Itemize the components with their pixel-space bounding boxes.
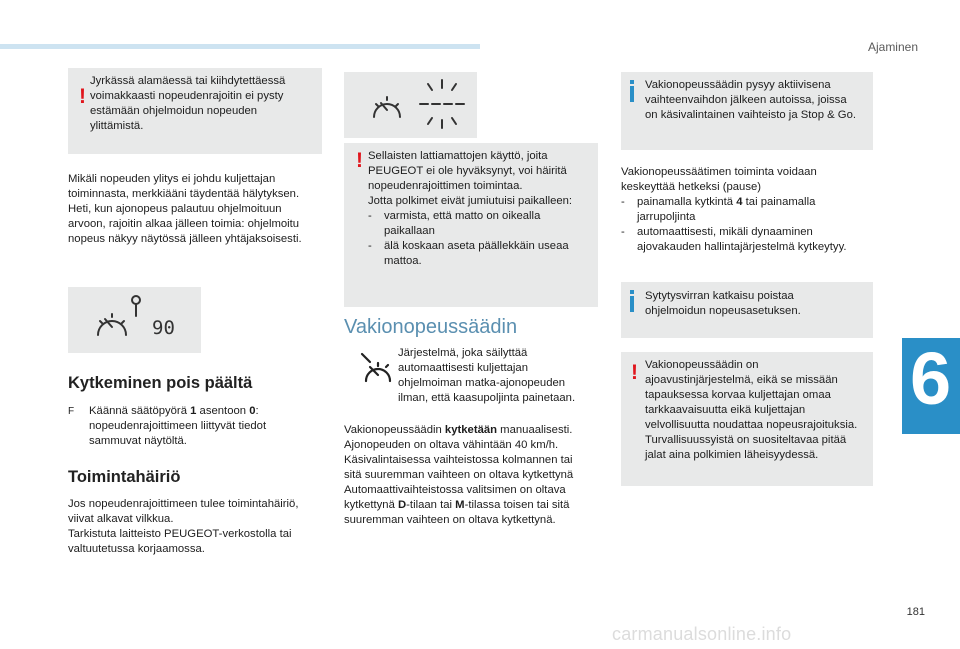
list-item: [68, 404, 330, 449]
text-bold: 1: [190, 405, 197, 417]
text-line: estämään ohjelmoidun nopeuden: [90, 105, 258, 117]
text-line: PEUGEOT ei ole hyväksynyt, voi häiritä: [368, 165, 567, 177]
text-line: Jotta polkimet eivät jumiutuisi paikalleen:: [368, 195, 573, 207]
chapter-number: 6: [910, 337, 952, 420]
pause-list: [621, 195, 883, 255]
text-line: ajoavustinjärjestelmä, eikä se missään: [645, 374, 838, 386]
text-line: Vakionopeussäädin pysyy aktiivisena: [645, 79, 831, 91]
text-line: valtuutetussa korjaamossa.: [68, 543, 205, 555]
dash-marker: -: [621, 226, 625, 238]
text-line: Käsivalintaisessa vaihteistossa kolmannen tai: [344, 454, 573, 466]
dash-marker: -: [368, 240, 372, 252]
bullet-marker: F: [68, 406, 75, 417]
warning-list: [368, 209, 596, 269]
section-heading: Vakionopeussäädin: [344, 316, 518, 338]
text-line: Mikäli nopeuden ylitys ei johdu kuljettajan: [68, 173, 276, 185]
cruise-control-blink-icon: [344, 72, 477, 138]
list-item: [621, 195, 883, 225]
text-span: kytkettynä: [344, 499, 398, 511]
text-line: ohjelmoidun nopeusasetuksen.: [645, 305, 801, 317]
text-line: Vakionopeussäädin on: [645, 359, 759, 371]
cruise-control-icon: [360, 352, 396, 388]
text-line: [637, 195, 883, 210]
text-span: manuaalisesti.: [497, 424, 573, 436]
warning-icon: !: [79, 85, 86, 108]
text-line: Jyrkässä alamäessä tai kiihdytettäessä: [90, 75, 286, 87]
text-line: Automaattivaihteistossa valitsimen on oltava: [344, 484, 566, 496]
text-line: automaattisesti kuljettajan: [398, 362, 528, 374]
paragraph: [68, 172, 330, 247]
text-line: nopeus näkyy näytössä jälleen yhtäjaksoisesti.: [68, 233, 302, 245]
text-line: voimakkaasti nopeudenrajoitin ei pysty: [90, 90, 284, 102]
text-span: Käännä säätöpyörä: [89, 405, 191, 417]
display-speed-value: 90: [152, 317, 175, 339]
text-span: Vakionopeussäädin: [344, 424, 445, 436]
text-bold: kytketään: [444, 424, 498, 436]
text-line: automaattisesti, mikäli dynaaminen: [637, 226, 813, 238]
text-line: toiminnasta, merkkiääni täydentää hälytyksen.: [68, 188, 300, 200]
text-line: nopeudenrajoittimen toimintaa.: [368, 180, 523, 192]
text-line: tarkkaavaisuutta eikä kuljettajan: [645, 404, 806, 416]
text-bold: 0: [249, 405, 256, 417]
warning-box: [68, 68, 322, 154]
text-line: jarrupoljinta: [637, 211, 696, 223]
text-line: velvollisuutta noudattaa nopeusrajoituksia.: [645, 419, 858, 431]
warning-box: [621, 352, 873, 486]
text-line: [344, 423, 606, 438]
text-line: jalat aina polkimien läheisyydessä.: [645, 449, 819, 461]
text-span: -tilaan tai: [406, 499, 456, 511]
text-line: tapauksessa korvaa kuljettajan omaa: [645, 389, 831, 401]
warning-text: [645, 358, 873, 463]
text-line: Turvallisuussyistä on suositeltavaa pitää: [645, 434, 847, 446]
speed-limiter-icon: [68, 287, 201, 353]
text-span: :: [255, 405, 259, 417]
text-bold: D: [398, 499, 407, 511]
text-line: varmista, että matto on oikealla: [384, 210, 541, 222]
text-span: painamalla kytkintä: [637, 196, 737, 208]
text-bold: M: [455, 499, 465, 511]
warning-text: [90, 74, 320, 134]
text-line: sitä suuremman vaihteen on oltava kytkettynä: [344, 469, 574, 481]
text-line: ilman, että kaasupoljinta painetaan.: [398, 392, 576, 404]
step-list: [68, 404, 330, 449]
list-item: [368, 239, 596, 269]
header-accent-bar: [0, 44, 480, 49]
text-line: ohjelmoiman matka-ajonopeuden: [398, 377, 566, 389]
text-span: -tilassa toisen tai sitä: [464, 499, 570, 511]
text-line: ajovakauden hallintajärjestelmä kytkeytyy.: [637, 241, 847, 253]
cruise-display-illustration: [344, 72, 477, 138]
list-item: [368, 209, 596, 239]
text-line: [344, 498, 606, 513]
info-text: [645, 78, 871, 123]
text-line: Heti, kun ajonopeus palautuu ohjelmoituun: [68, 203, 282, 215]
text-line: nopeudenrajoittimeen liittyvät tiedot: [89, 420, 267, 432]
text-line: viivat alkavat vilkkua.: [68, 513, 174, 525]
text-line: älä koskaan aseta päällekkäin useaa: [384, 240, 569, 252]
dash-marker: -: [621, 196, 625, 208]
info-text: [645, 289, 871, 319]
paragraph: [621, 165, 883, 255]
text-line: on käsivalintainen vaihteisto ja Stop & Go.: [645, 109, 857, 121]
warning-icon: !: [631, 361, 638, 384]
info-box: [621, 72, 873, 150]
text-line: paikallaan: [384, 225, 435, 237]
text-line: Sellaisten lattiamattojen käyttö, joita: [368, 150, 548, 162]
info-box: [621, 282, 873, 338]
text-line: suuremman vaihteen on oltava kytkettynä.: [344, 514, 556, 526]
warning-box: [344, 143, 598, 307]
text-bold: 4: [736, 196, 743, 208]
paragraph: [68, 497, 330, 557]
text-line: sammuvat näytöltä.: [89, 435, 187, 447]
warning-text: [368, 149, 596, 269]
text-line: vaihteenvaihdon jälkeen autoissa, joissa: [645, 94, 847, 106]
chapter-tab: [902, 338, 960, 434]
text-line: Tarkistuta laitteisto PEUGEOT-verkostolla tai: [68, 528, 292, 540]
text-span: asentoon: [196, 405, 250, 417]
paragraph: [344, 423, 606, 528]
info-icon: [630, 86, 634, 102]
text-line: Sytytysvirran katkaisu poistaa: [645, 290, 794, 302]
info-icon: [630, 296, 634, 312]
intro-text: [398, 346, 598, 406]
watermark: carmanualsonline.info: [612, 624, 792, 644]
dash-marker: -: [368, 210, 372, 222]
display-illustration: [68, 287, 201, 353]
warning-icon: !: [356, 149, 363, 172]
section-title: Ajaminen: [867, 40, 918, 54]
list-item: [621, 225, 883, 255]
heading-switch-off: Kytkeminen pois päältä: [68, 374, 253, 392]
text-line: mattoa.: [384, 255, 422, 267]
text-line: Ajonopeuden on oltava vähintään 40 km/h.: [344, 439, 559, 451]
text-line: [89, 404, 330, 419]
page-number: 181: [906, 606, 925, 618]
text-line: Jos nopeudenrajoittimeen tulee toimintahäiriö,: [68, 498, 299, 510]
text-line: Vakionopeussäätimen toiminta voidaan: [621, 166, 817, 178]
heading-malfunction: Toimintahäiriö: [68, 468, 181, 486]
text-line: Järjestelmä, joka säilyttää: [398, 347, 528, 359]
text-span: tai painamalla: [742, 196, 816, 208]
text-line: ylittämistä.: [90, 120, 144, 132]
text-line: keskeyttää hetkeksi (pause): [621, 181, 762, 193]
text-line: arvoon, rajoitin alkaa jälleen toimia: ohjelmoitu: [68, 218, 300, 230]
